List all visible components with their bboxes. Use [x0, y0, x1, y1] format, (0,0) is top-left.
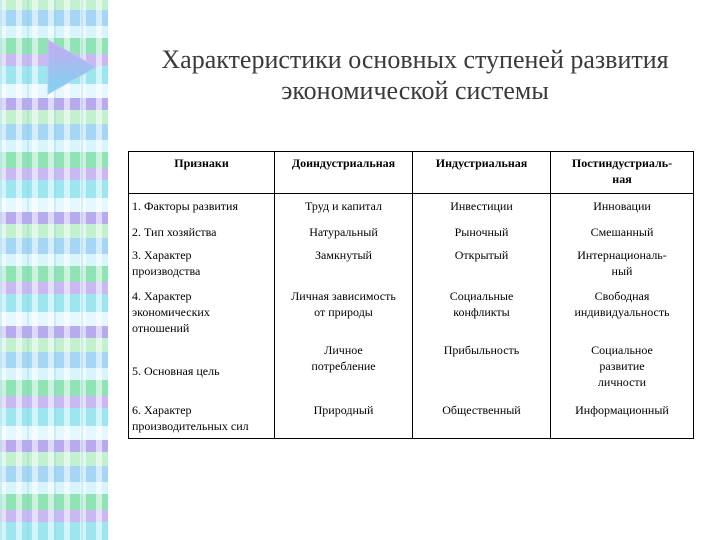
slide-title-line-2: экономической системы [281, 76, 549, 105]
table-cell: Смешанный [551, 222, 694, 244]
characteristics-table [128, 151, 694, 439]
row-label-cell: 6. Характер производительных сил [129, 400, 275, 439]
triangle-pointer-icon [46, 38, 98, 96]
header-cell: Постиндустриаль- ная [551, 152, 694, 194]
table-cell: Общественный [413, 400, 551, 439]
table-cell: Свободная индивидуальность [551, 285, 694, 340]
header-cell: Индустриальная [413, 152, 551, 194]
table-cell: Натуральный [275, 222, 413, 244]
row-label-cell: 4. Характер экономических отношений [129, 285, 275, 340]
table-row [129, 340, 694, 400]
table-cell: Инвестиции [413, 194, 551, 223]
table-row [129, 222, 694, 244]
table-cell: Информационный [551, 400, 694, 439]
row-label-cell: 2. Тип хозяйства [129, 222, 275, 244]
table-cell: Природный [275, 400, 413, 439]
table-row [129, 244, 694, 285]
table-cell: Личная зависимость от природы [275, 285, 413, 340]
header-cell: Доиндустриальная [275, 152, 413, 194]
table-cell: Прибыльность [413, 340, 551, 400]
table-cell: Открытый [413, 244, 551, 285]
slide-title-line-1: Характеристики основных ступеней развития [161, 45, 669, 74]
table-cell: Личное потребление [275, 340, 413, 400]
table-header-row [129, 152, 694, 194]
table-row [129, 285, 694, 340]
row-label-cell: 3. Характер производства [129, 244, 275, 285]
row-label-cell: 5. Основная цель [129, 340, 275, 400]
table-cell: Социальное развитие личности [551, 340, 694, 400]
table-row [129, 194, 694, 223]
slide-title [128, 44, 702, 106]
table-cell: Инновации [551, 194, 694, 223]
table-row [129, 400, 694, 439]
header-cell: Признаки [129, 152, 275, 194]
table-cell: Труд и капитал [275, 194, 413, 223]
table-cell: Рыночный [413, 222, 551, 244]
table-cell: Замкнутый [275, 244, 413, 285]
row-label-cell: 1. Факторы развития [129, 194, 275, 223]
table-cell: Интернациональ- ный [551, 244, 694, 285]
table-cell: Социальные конфликты [413, 285, 551, 340]
